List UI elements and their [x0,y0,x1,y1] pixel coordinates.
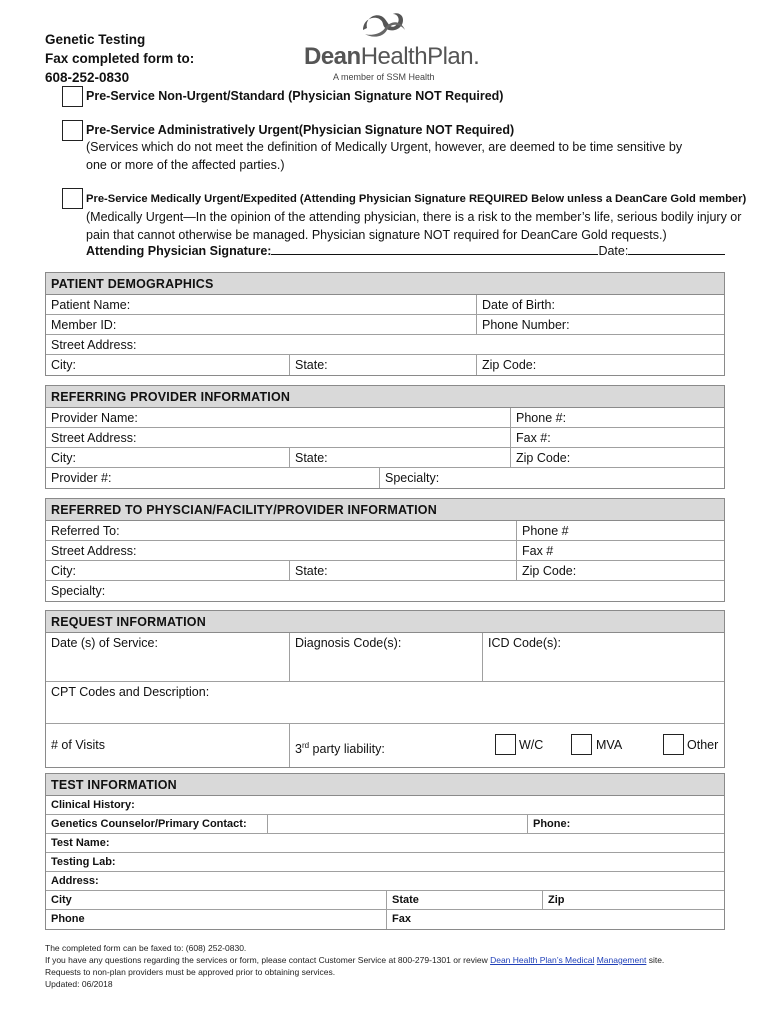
signature-label: Attending Physician Signature: [86,244,272,258]
logo-wordmark [304,43,479,71]
lab-state-field[interactable]: State [386,891,542,909]
patient-street-field[interactable]: Street Address: [51,338,137,352]
footer-updated-date: Updated: 06/2018 [45,979,113,989]
lab-fax-field[interactable]: Fax [386,910,724,929]
patient-row-city [46,355,724,375]
icd-codes-field[interactable]: ICD Code(s): [482,633,724,681]
clinical-history-field[interactable]: Clinical History: [51,799,135,811]
referred-zip-field[interactable]: Zip Code: [516,561,724,580]
referring-row-name [46,408,724,428]
genetics-counselor-label: Genetics Counselor/Primary Contact: [51,818,247,830]
patient-demographics-header: PATIENT DEMOGRAPHICS [46,273,724,295]
admin-urgent-desc-line2: one or more of the affected parties.) [86,157,285,172]
medically-urgent-option-label: Pre-Service Medically Urgent/Expedited (Attending Physician Signature REQUIRED Below unless a DeanCare Gold member) [86,193,747,205]
medical-management-link[interactable]: Dean Health Plan’s Medical [490,955,595,965]
logo-name-bold: Dean [304,43,361,70]
admin-urgent-checkbox[interactable] [62,120,83,141]
logo-swirl-icon [357,10,409,40]
request-information-section [45,610,725,768]
referred-row-street [46,541,724,561]
diagnosis-codes-field[interactable]: Diagnosis Code(s): [289,633,482,681]
wc-label: W/C [519,738,544,752]
footer-contact-note [45,954,664,966]
admin-urgent-desc-line1: (Services which do not meet the definition of Medically Urgent, however, are deemed to be time sensitive by [86,140,683,154]
referring-row-city [46,448,724,468]
fax-instruction: Fax completed form to: [45,51,195,66]
referred-street-field[interactable]: Street Address: [51,544,137,558]
referred-city-field[interactable]: City: [51,564,76,578]
referring-provider-header: REFERRING PROVIDER INFORMATION [46,386,724,408]
test-row-address [46,872,724,891]
patient-name-field[interactable]: Patient Name: [51,298,131,312]
fax-number: 608-252-0830 [45,70,130,85]
member-id-field[interactable]: Member ID: [51,318,117,332]
form-title [45,30,194,87]
request-row-cpt [46,682,724,724]
admin-urgent-option-label: Pre-Service Administratively Urgent(Physician Signature NOT Required) [86,123,515,137]
non-urgent-checkbox[interactable] [62,86,83,107]
patient-city-field[interactable]: City: [51,358,76,372]
referred-row-name [46,521,724,541]
provider-phone-field[interactable]: Phone #: [510,408,724,427]
management-link[interactable]: Management [596,955,647,965]
logo-name-light: HealthPlan. [360,43,480,70]
test-row-phone [46,910,724,929]
mva-label: MVA [596,738,623,752]
test-row-city [46,891,724,910]
referred-row-city [46,561,724,581]
lab-phone-field[interactable]: Phone [51,913,85,925]
test-row-lab [46,853,724,872]
lab-address-field[interactable]: Address: [51,875,99,887]
referred-to-field[interactable]: Referred To: [51,524,120,538]
referred-fax-field[interactable]: Fax # [516,541,724,560]
provider-number-field[interactable]: Provider #: [51,471,112,485]
provider-zip-field[interactable]: Zip Code: [510,448,724,467]
referring-provider-section [45,385,725,489]
signature-date-field[interactable] [628,243,725,255]
patient-state-field[interactable]: State: [289,355,476,375]
test-information-section [45,773,725,930]
referred-specialty-field[interactable]: Specialty: [51,584,106,598]
genetics-counselor-field[interactable] [267,815,527,833]
request-row-codes [46,633,724,682]
counselor-phone-field[interactable]: Phone: [527,815,724,833]
referring-row-number [46,468,724,488]
footer-notes [45,942,664,990]
request-row-visits [46,724,724,767]
test-row-name [46,834,724,853]
referred-row-specialty [46,581,724,601]
footer-approval-note: Requests to non-plan providers must be approved prior to obtaining services. [45,967,336,977]
admin-urgent-description [86,139,682,174]
dean-health-plan-logo [300,10,480,85]
wc-checkbox[interactable] [495,734,516,755]
footer-contact-text: If you have any questions regarding the services or form, please contact Customer Service at 800-279-1301 or review [45,955,491,965]
signature-date-label: Date: [598,244,629,258]
other-label: Other [687,738,719,752]
lab-zip-field[interactable]: Zip [542,891,724,909]
number-of-visits-field[interactable]: # of Visits [51,738,105,752]
test-name-field[interactable]: Test Name: [51,837,110,849]
referred-phone-field[interactable]: Phone # [516,521,724,540]
referred-state-field[interactable]: State: [289,561,516,580]
signature-field[interactable] [271,243,598,255]
testing-lab-field[interactable]: Testing Lab: [51,856,116,868]
mva-checkbox[interactable] [571,734,592,755]
other-checkbox[interactable] [663,734,684,755]
logo-tagline: A member of SSM Health [333,72,435,82]
third-party-label: party liability: [309,742,385,757]
provider-city-field[interactable]: City: [51,451,76,465]
patient-row-name [46,295,724,315]
referred-to-section [45,498,725,602]
medically-urgent-checkbox[interactable] [62,188,83,209]
request-information-header: REQUEST INFORMATION [46,611,724,633]
patient-demographics-section [45,272,725,376]
test-row-clinical [46,796,724,815]
signature-line [86,243,725,258]
provider-name-field[interactable]: Provider Name: [51,411,138,425]
form-title-line1: Genetic Testing [45,32,146,47]
provider-fax-field[interactable]: Fax #: [510,428,724,447]
cpt-codes-field[interactable]: CPT Codes and Description: [51,685,210,699]
medically-urgent-description [86,209,741,244]
test-row-counselor [46,815,724,834]
referring-row-street [46,428,724,448]
provider-street-field[interactable]: Street Address: [51,431,137,445]
referred-to-header: REFERRED TO PHYSCIAN/FACILITY/PROVIDER INFORMATION [46,499,724,521]
footer-fax-note: The completed form can be faxed to: (608) 252-0830. [45,943,247,953]
third-party-prefix: 3 [295,742,302,757]
test-information-header: TEST INFORMATION [46,774,724,796]
provider-state-field[interactable]: State: [289,448,510,467]
dates-of-service-field[interactable]: Date (s) of Service: [51,636,158,650]
non-urgent-option-label: Pre-Service Non-Urgent/Standard (Physician Signature NOT Required) [86,89,504,103]
footer-contact-suffix: site. [646,955,665,965]
medically-urgent-desc-line2: pain that cannot otherwise be managed. Physician signature NOT required for DeanCare Gold requests.) [86,227,667,242]
medically-urgent-desc-line1: (Medically Urgent—In the opinion of the attending physician, there is a risk to the member’s life, serious bodily injury or [86,210,742,224]
provider-specialty-field[interactable]: Specialty: [379,468,724,488]
patient-row-street [46,335,724,355]
lab-city-field[interactable]: City [51,894,72,906]
date-of-birth-field[interactable]: Date of Birth: [476,295,724,314]
patient-row-member [46,315,724,335]
third-party-superscript: rd [301,741,310,750]
patient-zip-field[interactable]: Zip Code: [476,355,724,375]
patient-phone-field[interactable]: Phone Number: [476,315,724,334]
